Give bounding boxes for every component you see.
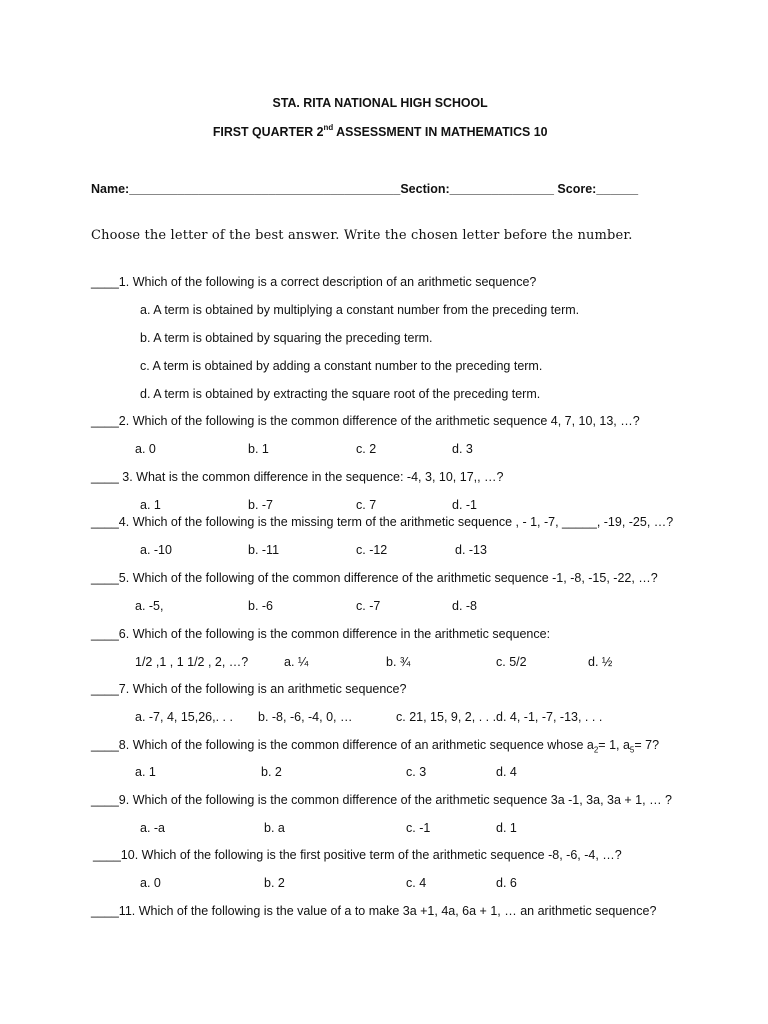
q6-sequence: 1/2 ,1 , 1 1/2 , 2, …? [135, 655, 249, 669]
q4-option-b: b. -11 [248, 543, 280, 557]
q1-option-b: b. A term is obtained by squaring the preceding term. [140, 331, 433, 345]
q3-option-a: a. 1 [140, 498, 161, 512]
question-2: ____2. Which of the following is the common difference of the arithmetic sequence 4, 7, 10, 13, …? [91, 414, 640, 428]
q8-option-c: c. 3 [406, 765, 427, 779]
title-part: ASSESSMENT IN MATHEMATICS 10 [333, 125, 548, 139]
q10-option-c: c. 4 [406, 876, 427, 890]
q8-stem-part: ____8. Which of the following is the common difference of an arithmetic sequence whose a [91, 738, 594, 752]
q8-option-a: a. 1 [135, 765, 156, 779]
q6-option-a: a. ¼ [284, 655, 309, 669]
question-9: ____9. Which of the following is the common difference of the arithmetic sequence 3a -1, 3a, 3a + 1, … ? [91, 793, 673, 807]
school-name: STA. RITA NATIONAL HIGH SCHOOL [272, 96, 488, 110]
title-superscript: nd [323, 122, 334, 132]
q5-option-a: a. -5, [135, 599, 164, 613]
q9-option-a: a. -a [140, 821, 166, 835]
q7-option-c: c. 21, 15, 9, 2, . . . [396, 710, 497, 724]
q8-stem-part: = 7? [634, 738, 660, 752]
q7-option-b: b. -8, -6, -4, 0, … [258, 710, 353, 724]
question-8 [91, 737, 659, 753]
q4-option-a: a. -10 [140, 543, 172, 557]
q6-option-c: c. 5/2 [496, 655, 527, 669]
q2-option-b: b. 1 [248, 442, 269, 456]
q8-subscript: 5 [629, 745, 635, 755]
student-info-line [91, 181, 638, 197]
q7-option-d: d. 4, -1, -7, -13, . . . [496, 710, 603, 724]
q6-option-b: b. ¾ [386, 655, 411, 669]
q1-option-d: d. A term is obtained by extracting the square root of the preceding term. [140, 387, 541, 401]
q2-option-d: d. 3 [452, 442, 473, 456]
q9-option-b: b. a [264, 821, 285, 835]
question-10: ____10. Which of the following is the first positive term of the arithmetic sequence -8, -6, -4, …? [93, 848, 622, 862]
instructions: Choose the letter of the best answer. Write the chosen letter before the number. [91, 228, 633, 243]
q8-option-b: b. 2 [261, 765, 282, 779]
assessment-title [0, 124, 760, 140]
question-4: ____4. Which of the following is the missing term of the arithmetic sequence , - 1, -7, _____, -19, -25, …? [91, 515, 674, 529]
question-1: ____1. Which of the following is a correct description of an arithmetic sequence? [91, 275, 537, 289]
question-6: ____6. Which of the following is the common difference in the arithmetic sequence: [91, 627, 551, 641]
section-field: Section:_______________ [400, 182, 554, 196]
q5-option-d: d. -8 [452, 599, 478, 613]
score-field: Score:______ [557, 182, 639, 196]
q3-option-d: d. -1 [452, 498, 478, 512]
name-field: Name:_______________________________________ [91, 182, 401, 196]
question-5: ____5. Which of the following of the common difference of the arithmetic sequence -1, -8, -15, -22, …? [91, 571, 658, 585]
q9-option-d: d. 1 [496, 821, 517, 835]
q4-option-c: c. -12 [356, 543, 388, 557]
q6-option-d: d. ½ [588, 655, 613, 669]
q7-option-a: a. -7, 4, 15,26,. . . [135, 710, 233, 724]
q10-option-d: d. 6 [496, 876, 517, 890]
q5-option-c: c. -7 [356, 599, 381, 613]
q4-option-d: d. -13 [455, 543, 487, 557]
q2-option-c: c. 2 [356, 442, 377, 456]
title-part: FIRST QUARTER 2 [212, 125, 324, 139]
q1-option-c: c. A term is obtained by adding a constant number to the preceding term. [140, 359, 543, 373]
q1-option-a: a. A term is obtained by multiplying a constant number from the preceding term. [140, 303, 580, 317]
q2-option-a: a. 0 [135, 442, 156, 456]
q10-option-b: b. 2 [264, 876, 285, 890]
q5-option-b: b. -6 [248, 599, 274, 613]
q10-option-a: a. 0 [140, 876, 161, 890]
question-3: ____ 3. What is the common difference in the sequence: -4, 3, 10, 17,, …? [91, 470, 504, 484]
q8-option-d: d. 4 [496, 765, 517, 779]
q8-stem-part: = 1, a [598, 738, 630, 752]
question-11: ____11. Which of the following is the value of a to make 3a +1, 4a, 6a + 1, … an arithmetic sequence? [91, 904, 657, 918]
q3-option-b: b. -7 [248, 498, 274, 512]
question-7: ____7. Which of the following is an arithmetic sequence? [91, 682, 407, 696]
q8-subscript: 2 [593, 745, 599, 755]
q9-option-c: c. -1 [406, 821, 431, 835]
q3-option-c: c. 7 [356, 498, 377, 512]
